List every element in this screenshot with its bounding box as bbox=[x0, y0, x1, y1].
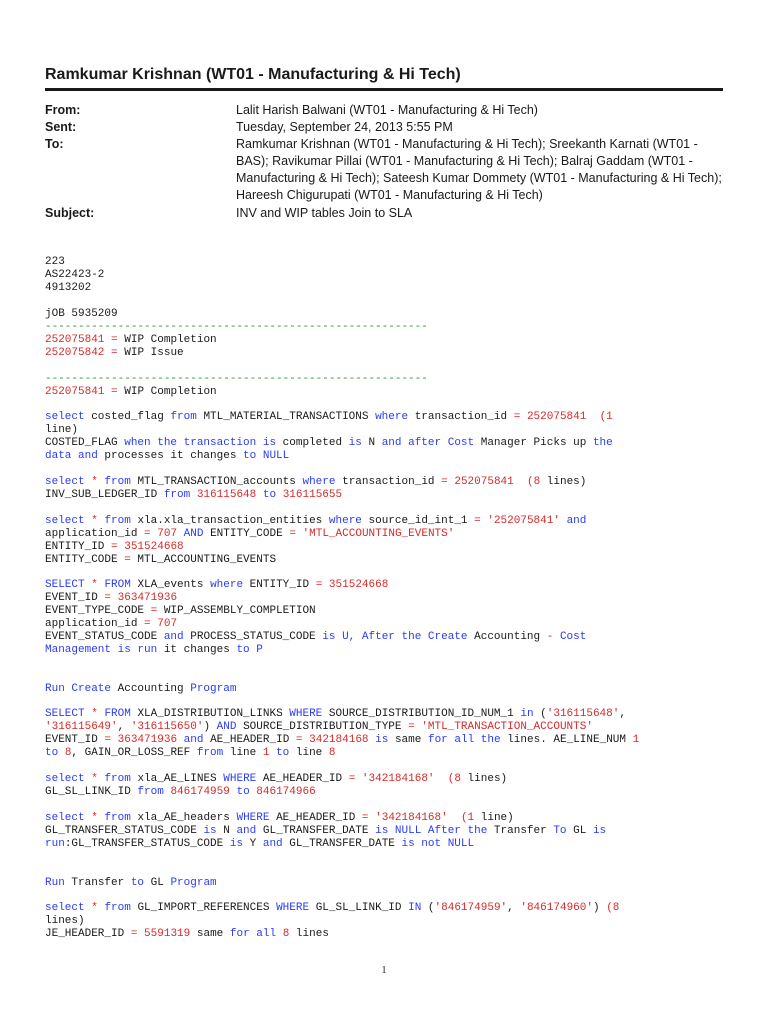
code-token: processes it changes bbox=[97, 450, 244, 462]
code-token: = bbox=[124, 554, 131, 566]
code-token: * bbox=[91, 579, 98, 591]
code-token: Management is run bbox=[45, 644, 158, 656]
code-token: Program bbox=[190, 683, 237, 695]
code-token: = bbox=[111, 541, 118, 553]
code-block bbox=[45, 773, 725, 799]
code-token: = bbox=[408, 721, 415, 733]
code-token: Y bbox=[243, 838, 263, 850]
code-token: To bbox=[553, 825, 567, 837]
code-token: , bbox=[117, 721, 131, 733]
code-token: (8 bbox=[447, 773, 461, 785]
code-token: AND bbox=[183, 528, 204, 540]
code-token: to bbox=[236, 786, 250, 798]
code-token: completed bbox=[276, 437, 349, 449]
code-token: 252075841 bbox=[526, 411, 587, 423]
code-token: ---------------------------------------------------------- bbox=[45, 321, 428, 333]
code-token: '342184168' bbox=[361, 773, 435, 785]
code-token: = bbox=[295, 734, 303, 746]
code-token: P bbox=[256, 644, 263, 656]
code-line bbox=[45, 373, 725, 386]
code-token: 351524668 bbox=[124, 541, 184, 553]
code-token: from bbox=[104, 812, 131, 824]
code-token: GL_TRANSFER_STATUS_CODE bbox=[45, 825, 204, 837]
code-token: = bbox=[111, 347, 118, 359]
code-token: and bbox=[236, 825, 257, 837]
code-token: 846174966 bbox=[256, 786, 316, 798]
code-line bbox=[45, 644, 725, 657]
code-token: 846174959 bbox=[170, 786, 230, 798]
code-token: for all the bbox=[427, 734, 501, 746]
code-token: WHERE bbox=[236, 812, 270, 824]
code-token: 316115648 bbox=[196, 489, 257, 501]
code-line bbox=[45, 489, 725, 502]
code-block bbox=[45, 708, 725, 760]
code-token: lines bbox=[289, 928, 329, 940]
code-token: XLA_DISTRIBUTION_LINKS bbox=[130, 708, 290, 720]
sent-value: Tuesday, September 24, 2013 5:55 PM bbox=[236, 120, 453, 134]
code-token: * bbox=[91, 902, 98, 914]
code-block bbox=[45, 902, 725, 941]
code-line bbox=[45, 386, 725, 399]
code-line bbox=[45, 812, 725, 825]
code-token: from bbox=[196, 747, 224, 759]
code-token: lines) bbox=[540, 476, 587, 488]
code-token: MTL_ACCOUNTING_EVENTS bbox=[130, 554, 277, 566]
code-line bbox=[45, 838, 725, 851]
code-token: AE_HEADER_ID bbox=[256, 773, 349, 785]
code-token: select bbox=[45, 902, 85, 914]
code-token: '316115650' bbox=[130, 721, 204, 733]
code-token: Run Create bbox=[45, 683, 112, 695]
code-token: AE_HEADER_ID bbox=[269, 812, 362, 824]
code-token: ) bbox=[203, 721, 217, 733]
code-block bbox=[45, 812, 725, 851]
from-value: Lalit Harish Balwani (WT01 - Manufacturing & Hi Tech) bbox=[236, 103, 538, 117]
code-line bbox=[45, 308, 725, 321]
code-token: * bbox=[91, 773, 98, 785]
code-token: 342184168 bbox=[309, 734, 369, 746]
code-token: line) bbox=[45, 424, 79, 436]
code-token: xla_AE_headers bbox=[130, 812, 237, 824]
code-token: * bbox=[91, 515, 98, 527]
code-line bbox=[45, 592, 725, 605]
code-token: '316115648' bbox=[546, 708, 620, 720]
code-token: ) bbox=[592, 902, 607, 914]
page-number: 1 bbox=[381, 965, 387, 976]
code-token: where bbox=[375, 411, 409, 423]
code-token: 707 bbox=[157, 618, 178, 630]
code-block bbox=[45, 373, 725, 399]
code-line bbox=[45, 631, 725, 644]
code-token: 707 bbox=[157, 528, 178, 540]
code-token: - bbox=[546, 631, 554, 643]
code-token: ENTITY_CODE bbox=[45, 554, 125, 566]
code-token: '342184168' bbox=[375, 812, 448, 824]
code-token: costed_flag bbox=[84, 411, 171, 423]
code-token: is bbox=[348, 437, 362, 449]
code-token: = bbox=[348, 773, 356, 785]
code-line bbox=[45, 773, 725, 786]
code-token: and bbox=[566, 515, 587, 527]
code-token: it changes bbox=[157, 644, 237, 656]
code-token: = bbox=[513, 411, 521, 423]
code-line bbox=[45, 321, 725, 334]
code-token: WIP Completion bbox=[117, 334, 217, 346]
code-token bbox=[58, 747, 65, 759]
header-divider bbox=[45, 88, 723, 91]
code-line bbox=[45, 747, 725, 760]
code-token: GL bbox=[144, 877, 171, 889]
code-line bbox=[45, 928, 725, 941]
code-token bbox=[448, 812, 461, 824]
code-token: (8 bbox=[606, 902, 620, 914]
code-token: 363471936 bbox=[117, 592, 178, 604]
code-line bbox=[45, 411, 725, 424]
code-token: 5591319 bbox=[144, 928, 191, 940]
code-token: Cost bbox=[559, 631, 587, 643]
code-token: 1 bbox=[632, 734, 640, 746]
code-token: line bbox=[289, 747, 329, 759]
code-token: GL_SL_LINK_ID bbox=[45, 786, 138, 798]
code-token: jOB 5935209 bbox=[45, 308, 118, 320]
code-token: = bbox=[474, 515, 481, 527]
code-line bbox=[45, 902, 725, 915]
code-token: is not NULL bbox=[401, 838, 475, 850]
code-block bbox=[45, 308, 725, 360]
code-token: 252075841 bbox=[45, 334, 105, 346]
code-token: 8 bbox=[64, 747, 72, 759]
code-token: AE_HEADER_ID bbox=[203, 734, 296, 746]
code-token: , bbox=[507, 902, 521, 914]
code-token: 'MTL_TRANSACTION_ACCOUNTS' bbox=[421, 721, 593, 733]
code-token: EVENT_ID bbox=[45, 592, 105, 604]
code-token: application_id bbox=[45, 618, 145, 630]
code-token: data and bbox=[45, 450, 98, 462]
code-token: xla.xla_transaction_entities bbox=[130, 515, 329, 527]
code-token: * bbox=[91, 476, 98, 488]
code-token: to bbox=[276, 747, 290, 759]
code-token bbox=[177, 528, 184, 540]
code-token: AS22423-2 bbox=[45, 269, 105, 281]
code-token bbox=[256, 489, 263, 501]
code-token: WIP Issue bbox=[117, 347, 184, 359]
code-token: ( bbox=[533, 708, 547, 720]
code-token: is bbox=[203, 825, 217, 837]
code-token: from bbox=[104, 902, 131, 914]
code-token: Manager Picks up bbox=[474, 437, 593, 449]
code-token bbox=[355, 773, 362, 785]
code-line bbox=[45, 450, 725, 463]
code-line bbox=[45, 347, 725, 360]
code-line bbox=[45, 915, 725, 928]
code-line bbox=[45, 877, 725, 890]
code-line bbox=[45, 708, 725, 721]
code-token: and bbox=[183, 734, 204, 746]
code-token: COSTED_FLAG bbox=[45, 437, 125, 449]
code-token: select bbox=[45, 812, 85, 824]
code-token: and bbox=[163, 631, 184, 643]
code-token: xla_AE_LINES bbox=[130, 773, 224, 785]
code-token: Accounting bbox=[111, 683, 191, 695]
code-token bbox=[322, 579, 329, 591]
code-token: from bbox=[170, 411, 197, 423]
code-token: , GAIN_OR_LOSS_REF bbox=[71, 747, 197, 759]
code-token: from bbox=[137, 786, 164, 798]
code-token: line) bbox=[474, 812, 514, 824]
code-line bbox=[45, 437, 725, 450]
code-token: AND bbox=[216, 721, 237, 733]
code-token: = bbox=[130, 928, 138, 940]
to-value: Ramkumar Krishnan (WT01 - Manufacturing & Hi Tech); Sreekanth Karnati (WT01 - BAS); Ravikumar Pillai (WT01 - Manufacturing & Hi Tech); Balraj Gaddam (WT01 - Manufacturing & Hi Tech); Sateesh Kumar Dommety (WT01 - Manufacturing & Hi Tech); Hareesh Chigurupati (WT01 - Manufacturing & Hi Tech) bbox=[236, 137, 722, 202]
code-token bbox=[520, 411, 527, 423]
code-token: = bbox=[144, 528, 151, 540]
code-token bbox=[111, 734, 118, 746]
code-token bbox=[111, 592, 118, 604]
code-token: SOURCE_DISTRIBUTION_TYPE bbox=[236, 721, 409, 733]
code-token: MTL_MATERIAL_TRANSACTIONS bbox=[196, 411, 376, 423]
code-token: WHERE bbox=[276, 902, 310, 914]
code-token: WHERE bbox=[289, 708, 323, 720]
code-block bbox=[45, 579, 725, 657]
code-token: Program bbox=[170, 877, 217, 889]
code-token: , bbox=[619, 708, 626, 720]
code-line bbox=[45, 282, 725, 295]
code-token: to bbox=[262, 489, 277, 501]
code-token: select bbox=[45, 515, 85, 527]
code-token: from bbox=[163, 489, 191, 501]
code-token: (1 bbox=[460, 812, 475, 824]
code-token bbox=[553, 631, 560, 643]
code-token: 351524668 bbox=[328, 579, 389, 591]
code-token: GL bbox=[566, 825, 593, 837]
code-token: when the transaction is bbox=[124, 437, 277, 449]
code-token: to bbox=[236, 644, 250, 656]
code-token: PROCESS_STATUS_CODE bbox=[183, 631, 323, 643]
code-line bbox=[45, 683, 725, 696]
code-token: EVENT_ID bbox=[45, 734, 105, 746]
code-token: '252075841' bbox=[487, 515, 560, 527]
code-block bbox=[45, 256, 725, 295]
code-token: same bbox=[190, 928, 230, 940]
code-token: run bbox=[45, 838, 65, 850]
code-token: the bbox=[592, 437, 613, 449]
code-token: WHERE bbox=[223, 773, 257, 785]
code-token: application_id bbox=[45, 528, 145, 540]
code-token: line bbox=[223, 747, 263, 759]
code-token: U, bbox=[342, 631, 356, 643]
code-line bbox=[45, 334, 725, 347]
code-token: MTL_TRANSACTION_accounts bbox=[130, 476, 303, 488]
code-token: GL_TRANSFER_DATE bbox=[256, 825, 376, 837]
code-token bbox=[276, 928, 283, 940]
code-token: (1 bbox=[599, 411, 613, 423]
code-line bbox=[45, 579, 725, 592]
code-token bbox=[296, 528, 303, 540]
code-token: INV_SUB_LEDGER_ID bbox=[45, 489, 164, 501]
code-token: 4913202 bbox=[45, 282, 92, 294]
code-token: where bbox=[328, 515, 362, 527]
code-line bbox=[45, 618, 725, 631]
code-token: is bbox=[375, 734, 389, 746]
sent-label: Sent: bbox=[45, 120, 77, 134]
subject-label: Subject: bbox=[45, 206, 95, 220]
code-token: ( bbox=[421, 902, 435, 914]
code-token: and after bbox=[381, 437, 442, 449]
code-token bbox=[276, 489, 283, 501]
code-token bbox=[177, 734, 184, 746]
code-token: After the Create bbox=[361, 631, 468, 643]
code-token: GL_IMPORT_REFERENCES bbox=[130, 902, 277, 914]
code-token: = bbox=[144, 618, 151, 630]
code-token: Transfer bbox=[487, 825, 554, 837]
code-line bbox=[45, 825, 725, 838]
code-line bbox=[45, 528, 725, 541]
code-token: = bbox=[104, 734, 112, 746]
code-token: = bbox=[441, 476, 448, 488]
code-token: SELECT bbox=[45, 579, 85, 591]
code-token: IN bbox=[408, 902, 422, 914]
code-token: EVENT_TYPE_CODE bbox=[45, 605, 151, 617]
subject-value: INV and WIP tables Join to SLA bbox=[236, 206, 413, 220]
code-token: 8 bbox=[282, 928, 290, 940]
code-token: GL_SL_LINK_ID bbox=[309, 902, 409, 914]
code-line bbox=[45, 269, 725, 282]
code-token: ENTITY_ID bbox=[243, 579, 316, 591]
code-block bbox=[45, 877, 725, 890]
code-token: (8 bbox=[526, 476, 541, 488]
code-token: Cost bbox=[447, 437, 475, 449]
code-token: is bbox=[592, 825, 607, 837]
code-token: Accounting bbox=[467, 631, 547, 643]
code-token: FROM bbox=[104, 708, 131, 720]
code-token: :GL_TRANSFER_STATUS_CODE bbox=[64, 838, 230, 850]
code-block bbox=[45, 411, 725, 463]
code-token: is NULL After the bbox=[375, 825, 488, 837]
code-line bbox=[45, 476, 725, 489]
code-line bbox=[45, 721, 725, 734]
code-token: FROM bbox=[104, 579, 131, 591]
code-token: to NULL bbox=[243, 450, 290, 462]
code-token: lines) bbox=[45, 915, 85, 927]
code-token: Transfer bbox=[64, 877, 131, 889]
code-token: 223 bbox=[45, 256, 65, 268]
code-token: SELECT bbox=[45, 708, 85, 720]
code-token: where bbox=[210, 579, 244, 591]
code-token: where bbox=[302, 476, 336, 488]
code-token: 8 bbox=[328, 747, 336, 759]
code-token: * bbox=[91, 708, 98, 720]
code-token: WIP Completion bbox=[117, 386, 217, 398]
code-token: ENTITY_CODE bbox=[203, 528, 290, 540]
code-token: ---------------------------------------------------------- bbox=[45, 373, 428, 385]
code-token bbox=[355, 631, 362, 643]
code-token: GL_TRANSFER_DATE bbox=[282, 838, 402, 850]
code-token: and bbox=[262, 838, 283, 850]
code-token: EVENT_STATUS_CODE bbox=[45, 631, 164, 643]
email-title: Ramkumar Krishnan (WT01 - Manufacturing & Hi Tech) bbox=[45, 66, 461, 83]
code-line bbox=[45, 424, 725, 437]
code-token: transaction_id bbox=[335, 476, 442, 488]
code-token: in bbox=[520, 708, 534, 720]
code-token: is bbox=[322, 631, 336, 643]
code-line bbox=[45, 541, 725, 554]
code-block bbox=[45, 683, 725, 696]
code-token: to bbox=[45, 747, 59, 759]
code-block bbox=[45, 515, 725, 567]
code-token: N bbox=[361, 437, 382, 449]
code-token: is bbox=[229, 838, 244, 850]
code-token: = bbox=[315, 579, 323, 591]
code-token: * bbox=[91, 812, 98, 824]
code-token: source_id_int_1 bbox=[361, 515, 475, 527]
code-token bbox=[435, 773, 448, 785]
code-token: = bbox=[289, 528, 296, 540]
code-token: 1 bbox=[262, 747, 270, 759]
code-token: 363471936 bbox=[117, 734, 178, 746]
code-token: = bbox=[111, 334, 118, 346]
code-line bbox=[45, 515, 725, 528]
code-line bbox=[45, 734, 725, 747]
code-token: = bbox=[111, 386, 118, 398]
code-token bbox=[560, 515, 567, 527]
code-token: transaction_id bbox=[408, 411, 514, 423]
code-token: XLA_events bbox=[130, 579, 211, 591]
code-token: to bbox=[130, 877, 145, 889]
code-token: SOURCE_DISTRIBUTION_ID_NUM_1 bbox=[322, 708, 521, 720]
code-line bbox=[45, 786, 725, 799]
code-token: lines) bbox=[460, 773, 508, 785]
code-block bbox=[45, 476, 725, 502]
code-token: ENTITY_ID bbox=[45, 541, 112, 553]
code-token: from bbox=[104, 773, 131, 785]
code-token bbox=[441, 437, 448, 449]
code-token: lines. AE_LINE_NUM bbox=[500, 734, 633, 746]
code-token: Run bbox=[45, 877, 65, 889]
code-token: select bbox=[45, 773, 85, 785]
code-token: = bbox=[104, 592, 112, 604]
code-token: 'MTL_ACCOUNTING_EVENTS' bbox=[302, 528, 455, 540]
to-label: To: bbox=[45, 137, 64, 151]
code-token: 252075841 bbox=[45, 386, 105, 398]
code-token bbox=[514, 476, 527, 488]
code-line bbox=[45, 605, 725, 618]
code-token bbox=[190, 489, 197, 501]
from-label: From: bbox=[45, 103, 81, 117]
code-token: WIP_ASSEMBLY_COMPLETION bbox=[157, 605, 316, 617]
code-token: = bbox=[150, 605, 158, 617]
code-token: from bbox=[104, 476, 131, 488]
code-token: '846174959' bbox=[434, 902, 508, 914]
code-token: from bbox=[104, 515, 131, 527]
code-token: 316115655 bbox=[282, 489, 343, 501]
code-token bbox=[586, 411, 599, 423]
code-token: N bbox=[216, 825, 237, 837]
code-token: for all bbox=[229, 928, 277, 940]
code-token: same bbox=[388, 734, 428, 746]
code-token: 252075841 bbox=[454, 476, 514, 488]
code-token: select bbox=[45, 476, 85, 488]
code-token: = bbox=[361, 812, 369, 824]
code-line bbox=[45, 554, 725, 567]
code-token: 252075842 bbox=[45, 347, 105, 359]
code-token: JE_HEADER_ID bbox=[45, 928, 131, 940]
code-token: '316115649' bbox=[45, 721, 118, 733]
code-token: '846174960' bbox=[520, 902, 593, 914]
code-token: select bbox=[45, 411, 85, 423]
code-line bbox=[45, 256, 725, 269]
